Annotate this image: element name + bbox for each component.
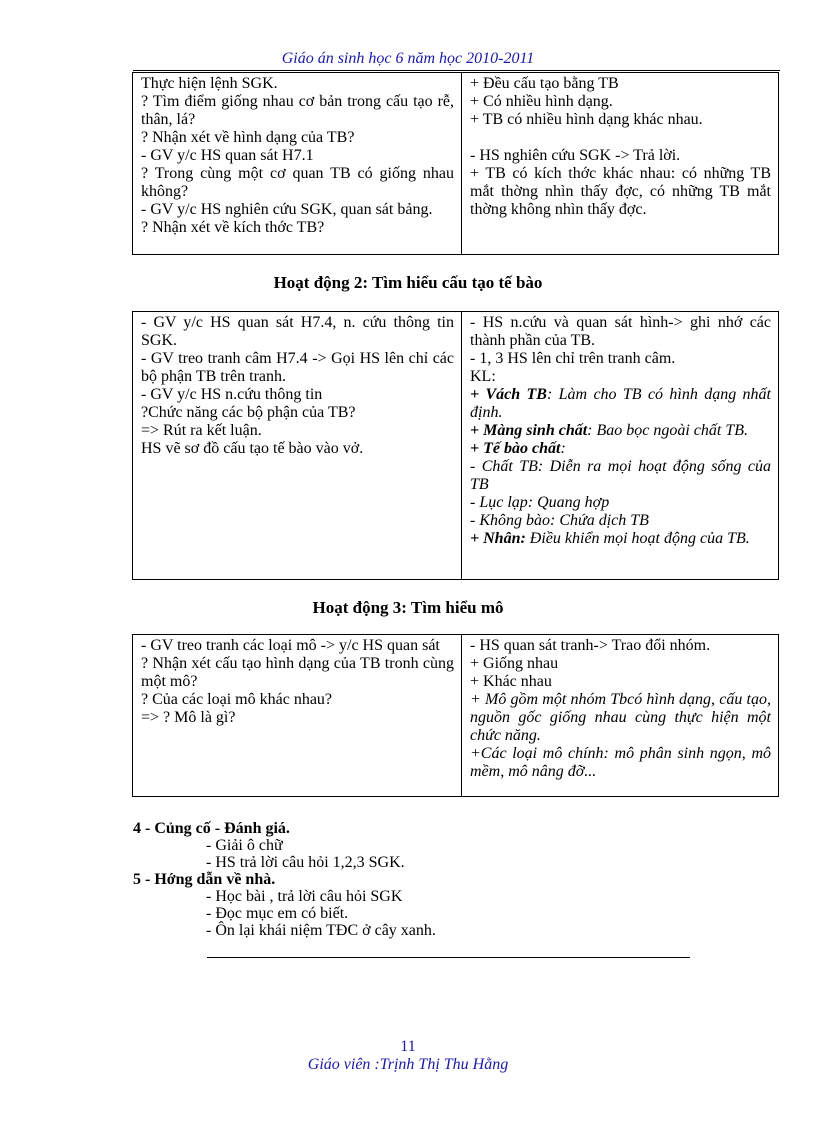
table1-right-spacer — [470, 129, 771, 147]
table2-left-cell — [133, 312, 462, 580]
table1-right-line: + Có nhiều hình dạng. — [470, 93, 613, 110]
table3-left-cell — [133, 635, 462, 797]
homework-item: - Ôn lại khái niệm TĐC ở cây xanh. — [206, 922, 436, 939]
mang-sinh-chat-text: : Bao bọc ngoài chất TB. — [587, 422, 749, 439]
consolidation-section — [133, 820, 436, 939]
table1-right-line: + Đều cấu tạo bằng TB — [470, 75, 619, 92]
table1-left-line: ? Nhận xét về kích thớc TB? — [141, 219, 325, 236]
table-activity-2 — [132, 311, 779, 580]
table3-left-line: => ? Mô là gì? — [141, 709, 236, 726]
table3-left-line: ? Nhận xét cấu tạo hình dạng của TB tronh cùng một mô? — [141, 655, 454, 690]
table2-right-line: - HS n.cứu và quan sát hình-> ghi nhớ các thành phần của TB. — [470, 314, 771, 349]
chat-tb-item: - Chất TB: Diễn ra mọi hoạt động sống của TB — [470, 458, 771, 493]
khong-bao-item: - Không bào: Chứa dịch TB — [470, 512, 649, 529]
vach-tb-item — [470, 386, 771, 422]
consolidation-item: - HS trả lời câu hỏi 1,2,3 SGK. — [206, 854, 405, 871]
mang-sinh-chat-item — [470, 422, 771, 440]
consolidation-heading: 4 - Củng cố - Đánh giá. — [133, 820, 290, 837]
homework-heading: 5 - Hớng dẫn về nhà. — [133, 871, 276, 888]
table3-left-line: ? Của các loại mô khác nhau? — [141, 691, 333, 708]
page-footer: Giáo viên :Trịnh Thị Thu Hằng — [307, 1056, 509, 1073]
vach-tb-text: : Làm cho TB có hình dạng nhất định. — [470, 386, 772, 421]
nhan-label: + Nhân: — [470, 530, 526, 547]
header-rule — [133, 70, 780, 71]
consolidation-item: - Giải ô chữ — [206, 837, 283, 854]
table2-right-line: KL: — [470, 368, 496, 385]
page-header: Giáo án sinh học 6 năm học 2010-2011 — [281, 50, 535, 67]
table1-left-line: - GV y/c HS nghiên cứu SGK, quan sát bảng. — [141, 201, 433, 218]
table2-left-line: ?Chức năng các bộ phận của TB? — [141, 404, 356, 421]
table3-right-cell — [462, 635, 779, 797]
table-activity-1 — [132, 72, 779, 255]
table3-right-line: + Khác nhau — [470, 673, 552, 690]
section-3-title: Hoạt động 3: Tìm hiểu mô — [312, 598, 504, 617]
table1-left-line: ? Nhận xét về hình dạng của TB? — [141, 129, 355, 146]
table1-left-line: ? Trong cùng một cơ quan TB có giống nhau không? — [141, 165, 454, 200]
homework-item: - Đọc mục em có biết. — [206, 905, 349, 922]
homework-item: - Học bài , trả lời câu hỏi SGK — [206, 888, 403, 905]
nhan-item — [470, 530, 771, 548]
table2-left-line: => Rút ra kết luận. — [141, 422, 262, 439]
table1-left-line: Thực hiện lệnh SGK. — [141, 75, 278, 92]
table-activity-3 — [132, 634, 779, 797]
te-bao-chat-text: : — [560, 440, 566, 457]
table2-right-cell — [462, 312, 779, 580]
table2-right-line: - 1, 3 HS lên chỉ trên tranh câm. — [470, 350, 676, 367]
table3-left-line: - GV treo tranh các loại mô -> y/c HS quan sát — [141, 637, 440, 654]
table1-left-line: ? Tìm điểm giống nhau cơ bản trong cấu tạo rễ, thân, lá? — [141, 93, 454, 128]
te-bao-chat-label: + Tế bào chất — [470, 440, 561, 457]
table1-left-line: - GV y/c HS quan sát H7.1 — [141, 147, 314, 164]
table3-right-line: - HS quan sát tranh-> Trao đổi nhóm. — [470, 637, 711, 654]
section-2-title: Hoạt động 2: Tìm hiểu cấu tạo tế bào — [273, 273, 543, 292]
table1-right-line: + TB có nhiều hình dạng khác nhau. — [470, 111, 703, 128]
nhan-text: Điều khiển mọi hoạt động của TB. — [525, 530, 750, 547]
te-bao-chat-item — [470, 440, 771, 458]
table1-left-cell — [133, 73, 462, 255]
luc-lap-item: - Lục lạp: Quang hợp — [470, 494, 610, 511]
table3-right-italic-line: + Mô gồm một nhóm Tbcó hình dạng, cấu tạo, nguồn gốc giống nhau cùng thực hiện một chức năng. — [470, 691, 771, 744]
table2-left-line: - GV y/c HS n.cứu thông tin — [141, 386, 323, 403]
separator-line — [207, 957, 690, 958]
table3-right-line: + Giống nhau — [470, 655, 559, 672]
page-number: 11 — [400, 1038, 416, 1055]
table1-right-line: + TB có kích thớc khác nhau: có những TB mắt thờng nhìn thấy đợc, có những TB mắt thờng không nhìn thấy đợc. — [470, 165, 771, 218]
table1-right-line: - HS nghiên cứu SGK -> Trả lời. — [470, 147, 681, 164]
vach-tb-label: + Vách TB — [470, 386, 547, 403]
table2-left-line: - GV y/c HS quan sát H7.4, n. cứu thông tin SGK. — [141, 314, 454, 349]
table2-left-line: HS vẽ sơ đồ cấu tạo tế bào vào vở. — [141, 440, 364, 457]
table1-right-cell — [462, 73, 779, 255]
table3-right-italic-line: +Các loại mô chính: mô phân sinh ngọn, mô mềm, mô nâng đỡ... — [470, 745, 771, 780]
table2-left-line: - GV treo tranh câm H7.4 -> Gọi HS lên chỉ các bộ phận TB trên tranh. — [141, 350, 454, 385]
mang-sinh-chat-label: + Màng sinh chất — [470, 422, 588, 439]
